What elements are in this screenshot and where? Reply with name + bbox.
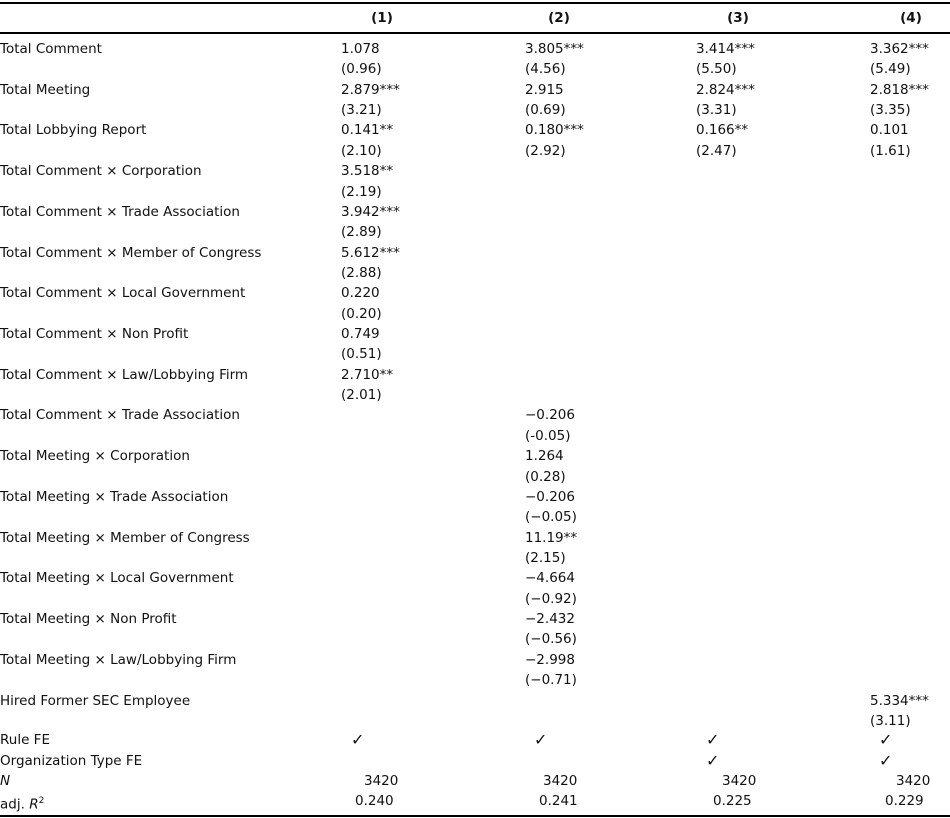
r2-value: 0.225 — [713, 793, 752, 809]
row-label: Total Comment × Law/Lobbying Firm — [0, 366, 249, 383]
se-row — [0, 670, 950, 690]
tstat-value: (2.92) — [525, 142, 566, 159]
coef-row — [0, 80, 950, 100]
coef-row — [0, 487, 950, 507]
se-row — [0, 263, 950, 283]
coefficient-value: 0.166** — [696, 122, 749, 139]
coef-row — [0, 202, 950, 222]
checkmark-icon: ✓ — [879, 751, 893, 770]
n-value: 3420 — [896, 773, 931, 789]
se-row — [0, 426, 950, 446]
coefficient-value: 0.180*** — [525, 122, 584, 139]
coefficient-value: 3.942*** — [341, 203, 400, 220]
tstat-value: (2.01) — [341, 387, 382, 404]
coef-row — [0, 446, 950, 466]
se-row — [0, 711, 950, 731]
coefficient-value: 3.362*** — [870, 41, 929, 57]
coef-row — [0, 283, 950, 303]
se-row — [0, 589, 950, 609]
tstat-value: (0.28) — [525, 468, 566, 485]
row-label: N — [0, 773, 11, 789]
tstat-value: (1.61) — [870, 142, 911, 159]
coef-row — [0, 568, 950, 588]
column-header-1: (1) — [371, 10, 393, 26]
tstat-value: (0.20) — [341, 305, 382, 322]
row-label: Total Comment × Member of Congress — [0, 244, 262, 261]
row-label: Rule FE — [0, 732, 50, 748]
se-row — [0, 59, 950, 79]
coef-row — [0, 650, 950, 670]
checkmark-icon: ✓ — [706, 730, 720, 749]
se-row — [0, 141, 950, 161]
coefficient-value: 3.414*** — [696, 41, 755, 57]
tstat-value: (2.88) — [341, 264, 382, 281]
coef-row — [0, 161, 950, 181]
coefficient-value: −0.206 — [525, 407, 575, 424]
se-row — [0, 100, 950, 120]
row-label: Total Meeting — [0, 81, 91, 98]
tstat-value: (0.51) — [341, 346, 382, 363]
coefficient-value: 1.264 — [525, 448, 564, 465]
coef-row — [0, 528, 950, 548]
coef-row — [0, 243, 950, 263]
row-label: Total Comment × Local Government — [0, 285, 246, 302]
row-label: Total Comment × Non Profit — [0, 326, 189, 343]
coefficient-value: 2.818*** — [870, 81, 929, 98]
coefficient-value: 2.915 — [525, 81, 564, 98]
coefficient-value: 1.078 — [341, 41, 380, 57]
coefficient-value: −2.432 — [525, 611, 575, 628]
tstat-value: (−0.56) — [525, 631, 577, 648]
row-label: Total Meeting × Law/Lobbying Firm — [0, 651, 237, 668]
se-row — [0, 385, 950, 405]
coef-row — [0, 324, 950, 344]
tstat-value: (−0.92) — [525, 590, 577, 607]
coef-row — [0, 365, 950, 385]
row-label: Total Meeting × Trade Association — [0, 488, 229, 505]
coefficient-value: 5.612*** — [341, 244, 400, 261]
stat-row-r2 — [0, 791, 950, 811]
se-row — [0, 344, 950, 364]
row-label: Total Comment × Corporation — [0, 163, 202, 180]
column-header-2: (2) — [548, 10, 570, 26]
tstat-value: (0.69) — [525, 102, 566, 119]
stat-row-n — [0, 771, 950, 791]
n-value: 3420 — [722, 773, 757, 789]
tstat-value: (3.31) — [696, 102, 737, 119]
row-label: Hired Former SEC Employee — [0, 692, 191, 709]
coefficient-value: −2.998 — [525, 651, 575, 668]
coef-row — [0, 609, 950, 629]
coefficient-value: 0.749 — [341, 326, 380, 343]
n-value: 3420 — [364, 773, 399, 789]
column-header-4: (4) — [900, 10, 922, 26]
se-row — [0, 548, 950, 568]
tstat-value: (0.96) — [341, 61, 382, 78]
se-row — [0, 467, 950, 487]
row-label: adj. $R^2$ — [0, 796, 45, 813]
row-label: Organization Type FE — [0, 753, 143, 769]
r2-value: 0.241 — [539, 793, 578, 809]
coefficient-value: 0.101 — [870, 122, 909, 139]
coefficient-value: 0.220 — [341, 285, 380, 302]
tstat-value: (−0.71) — [525, 672, 577, 689]
fe-row-rule — [0, 730, 950, 750]
coef-row — [0, 120, 950, 140]
coefficient-value: 3.805*** — [525, 41, 584, 57]
tstat-value: (3.35) — [870, 102, 911, 119]
se-row — [0, 629, 950, 649]
row-label: Total Meeting × Local Government — [0, 570, 234, 587]
coefficient-value: 11.19** — [525, 529, 578, 546]
row-label: Total Meeting × Corporation — [0, 448, 190, 465]
row-label: Total Meeting × Member of Congress — [0, 529, 250, 546]
coef-row — [0, 39, 950, 59]
tstat-value: (5.49) — [870, 61, 911, 78]
n-value: 3420 — [543, 773, 578, 789]
tstat-value: (2.47) — [696, 142, 737, 159]
row-label: Total Comment — [0, 41, 102, 57]
row-label: Total Comment × Trade Association — [0, 407, 240, 424]
checkmark-icon: ✓ — [706, 751, 720, 770]
row-label: Total Meeting × Non Profit — [0, 611, 177, 628]
row-label: Total Comment × Trade Association — [0, 203, 240, 220]
se-row — [0, 507, 950, 527]
r2-value: 0.240 — [355, 793, 394, 809]
tstat-value: (3.21) — [341, 102, 382, 119]
tstat-value: (5.50) — [696, 61, 737, 78]
coefficient-value: 3.518** — [341, 163, 394, 180]
r2-value: 0.229 — [885, 793, 924, 809]
checkmark-icon: ✓ — [351, 730, 365, 749]
tstat-value: (2.89) — [341, 224, 382, 241]
coefficient-value: −4.664 — [525, 570, 575, 587]
tstat-value: (2.15) — [525, 550, 566, 566]
se-row — [0, 182, 950, 202]
tstat-value: (2.19) — [341, 183, 382, 200]
coefficient-value: −0.206 — [525, 488, 575, 505]
coef-row — [0, 691, 950, 711]
se-row — [0, 304, 950, 324]
tstat-value: (-0.05) — [525, 427, 571, 444]
bottom-rule — [0, 815, 950, 817]
row-label: Total Lobbying Report — [0, 122, 147, 139]
fe-row-org-type — [0, 751, 950, 771]
se-row — [0, 222, 950, 242]
coefficient-value: 2.879*** — [341, 81, 400, 98]
tstat-value: (2.10) — [341, 142, 382, 159]
coefficient-value: 2.824*** — [696, 81, 755, 98]
column-header-3: (3) — [727, 10, 749, 26]
top-rule — [0, 2, 950, 4]
header-rule — [0, 32, 950, 34]
tstat-value: (3.11) — [870, 712, 911, 729]
coefficient-value: 0.141** — [341, 122, 394, 139]
coefficient-value: 2.710** — [341, 366, 394, 383]
coef-row — [0, 405, 950, 425]
checkmark-icon: ✓ — [879, 730, 893, 749]
checkmark-icon: ✓ — [534, 730, 548, 749]
tstat-value: (4.56) — [525, 61, 566, 78]
coefficient-value: 5.334*** — [870, 692, 929, 709]
tstat-value: (−0.05) — [525, 509, 577, 526]
